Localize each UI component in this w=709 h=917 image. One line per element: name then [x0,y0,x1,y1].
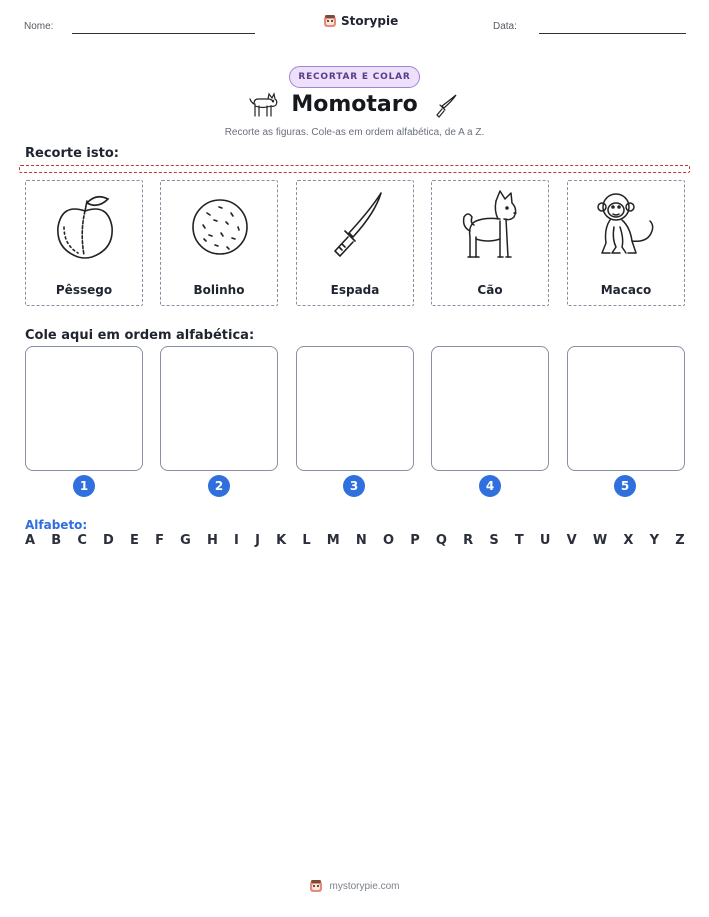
cut-card-monkey[interactable] [567,180,685,306]
cut-card-dog[interactable] [431,180,549,306]
alphabet-letter: C [77,533,87,548]
number-badge-1: 1 [73,475,95,497]
paste-box-5[interactable] [567,346,685,471]
alphabet-letter: Z [675,533,685,548]
card-label: Bolinho [193,283,245,297]
storypie-mascot-icon [309,879,323,893]
alphabet-letter: J [255,533,260,548]
name-label: Nome: [24,21,54,32]
alphabet-letter: Y [649,533,660,548]
card-label: Cão [477,283,503,297]
number-badge-5: 5 [614,475,636,497]
alphabet-row [25,533,685,548]
alphabet-letter: T [514,533,524,548]
cut-card-peach[interactable] [25,180,143,306]
alphabet-letter: G [180,533,191,548]
alphabet-letter: K [276,533,287,548]
alphabet-letter: L [302,533,311,548]
page-title: Momotaro [291,92,418,117]
alphabet-letter: A [25,533,36,548]
alphabet-letter: W [592,533,608,548]
number-badge-4: 4 [479,475,501,497]
brand-name: Storypie [341,14,399,28]
alphabet-letter: M [326,533,340,548]
cut-section-label: Recorte isto: [25,146,119,161]
alphabet-letter: N [355,533,367,548]
alphabet-letter: Q [435,533,447,548]
date-line[interactable] [539,33,686,34]
alphabet-letter: B [51,533,62,548]
storypie-mascot-icon [323,14,337,28]
dog-icon [456,187,526,267]
alphabet-letter: X [623,533,634,548]
sword-decoration-icon [432,92,460,120]
alphabet-letter: E [130,533,139,548]
alphabet-letter: P [410,533,420,548]
paste-box-4[interactable] [431,346,549,471]
cut-line [19,165,690,173]
alphabet-letter: R [463,533,474,548]
dumpling-icon [185,187,255,267]
paste-box-3[interactable] [296,346,414,471]
alphabet-letter: U [539,533,551,548]
instructions: Recorte as figuras. Cole-as em ordem alfabética, de A a Z. [224,127,485,138]
alphabet-letter: D [103,533,114,548]
activity-badge: RECORTAR E COLAR [289,66,420,88]
monkey-icon [592,187,662,267]
card-label: Pêssego [55,283,113,297]
sword-icon [321,187,391,267]
alphabet-letter: H [206,533,218,548]
date-label: Data: [493,21,517,32]
alphabet-letter: V [566,533,577,548]
number-badge-2: 2 [208,475,230,497]
footer [0,879,709,893]
card-label: Espada [330,283,380,297]
paste-box-1[interactable] [25,346,143,471]
footer-url[interactable]: mystorypie.com [329,880,400,892]
alphabet-letter: F [155,533,164,548]
brand-logo [323,14,398,28]
paste-section-label: Cole aqui em ordem alfabética: [25,328,255,343]
cut-card-sword[interactable] [296,180,414,306]
alphabet-label: Alfabeto: [25,518,88,532]
paste-box-2[interactable] [160,346,278,471]
alphabet-letter: I [234,533,239,548]
name-line[interactable] [72,33,255,34]
alphabet-letter: S [489,533,499,548]
card-label: Macaco [600,283,652,297]
alphabet-letter: O [382,533,395,548]
cut-card-dumpling[interactable] [160,180,278,306]
number-badge-3: 3 [343,475,365,497]
peach-icon [50,187,120,267]
